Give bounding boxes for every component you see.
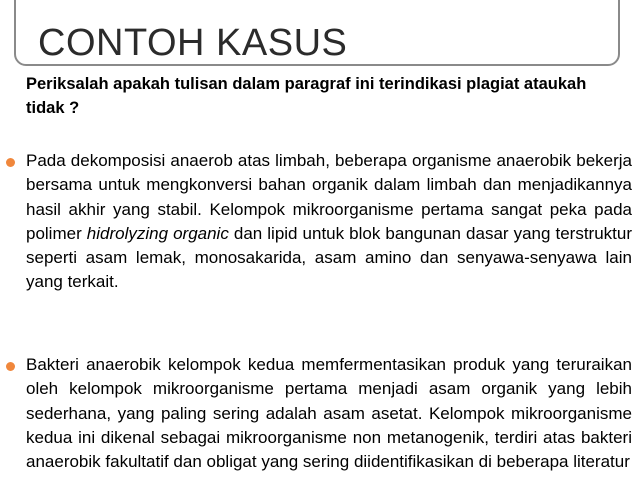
paragraph-1-part1: Pada dekomposisi anaerob atas limbah, beberapa organisme anaerobik bekerja bersama untuk mengkonversi bahan organik dalam limbah dan menjadikannya hasil akhir yang stabil. Kelompok mikroorganisme pertama sangat peka pada polimer [26,151,632,243]
bullet-icon [6,158,15,167]
paragraph-2: Bakteri anaerobik kelompok kedua memfermentasikan produk yang teruraikan oleh kelompok mikroorganisme pertama menjadi asam organik yang lebih sederhana, yang paling sering adalah asam asetat. Kelompok mikroorganisme kedua ini dikenal sebagai mikroorganisme non metanogenik, terdiri atas bakteri anaerobik fakultatif dan obligat yang sering diidentifikasikan di beberapa literatur [26,355,632,472]
question-text: Periksalah apakah tulisan dalam paragraf ini terindikasi plagiat ataukah tidak ? [26,75,587,117]
paragraph-1 [26,149,632,295]
slide-title: CONTOH KASUS [38,22,348,64]
bullet-icon [6,362,15,371]
paragraph-1-part2: dan lipid untuk blok bangunan dasar yang terstruktur seperti asam lemak, monosakarida, asam amino dan senyawa-senyawa lain yang terkait. [26,223,632,292]
paragraph-1-italic: hidrolyzing organic [86,223,229,243]
